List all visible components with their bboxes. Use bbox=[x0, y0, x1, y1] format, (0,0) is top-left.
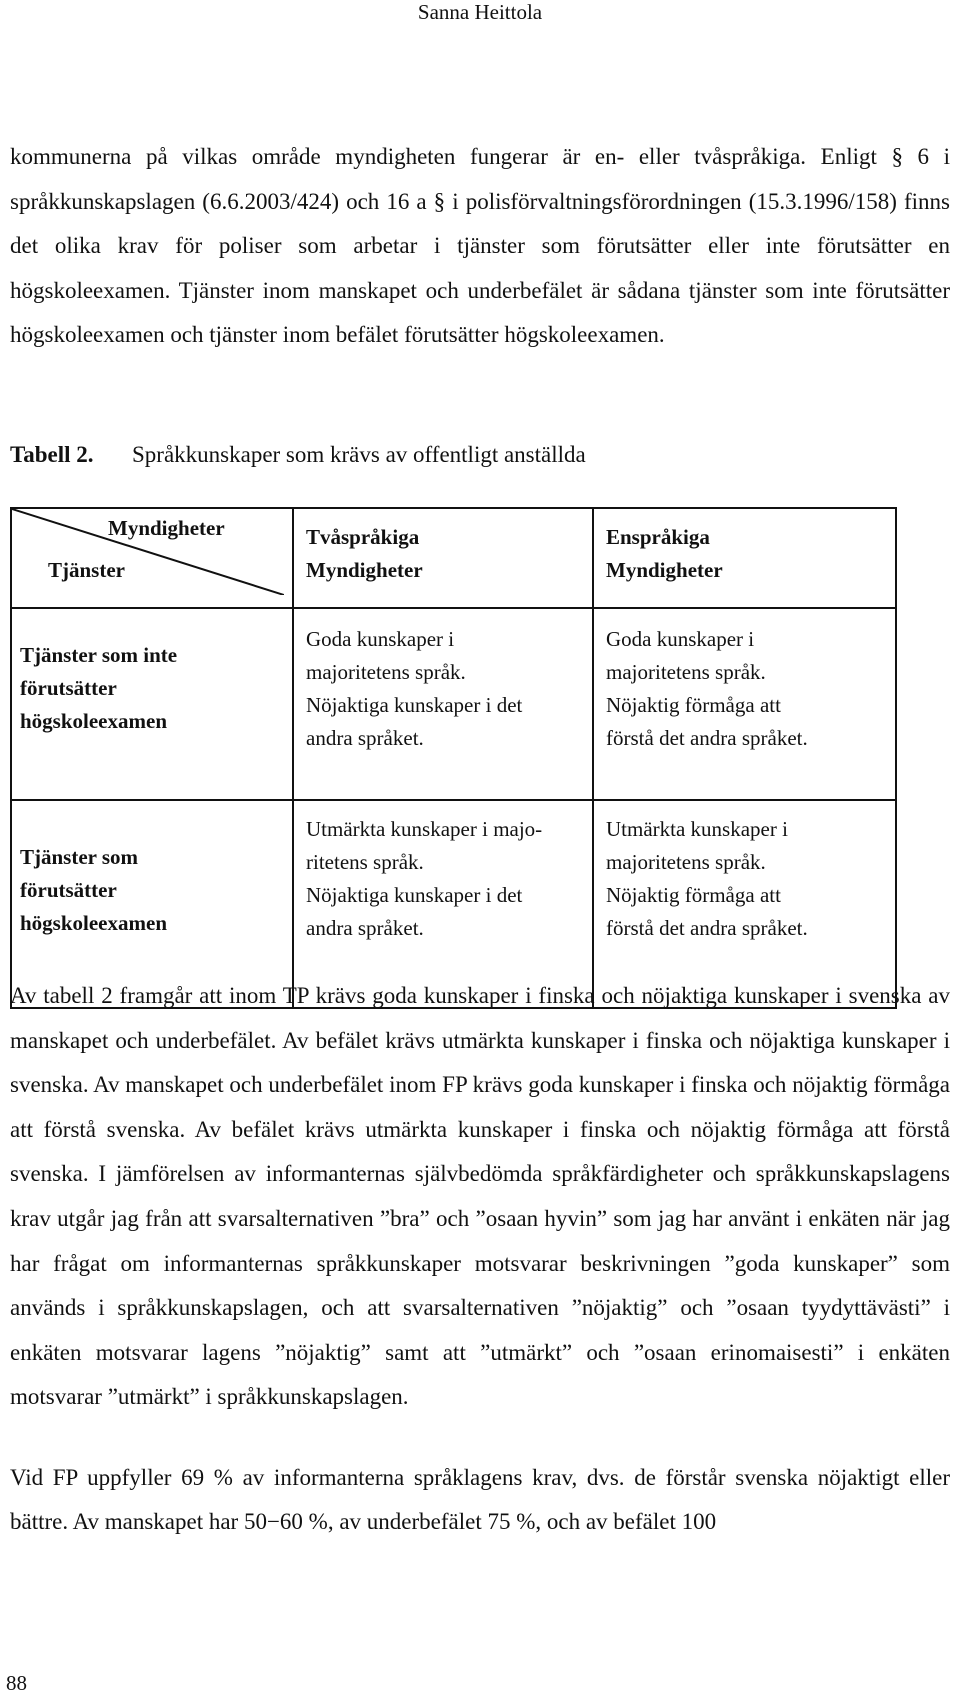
cell-line: högskoleexamen bbox=[20, 709, 167, 733]
cell-line: andra språket. bbox=[306, 726, 424, 750]
cell-line: förutsätter bbox=[20, 676, 117, 700]
paragraph-results: Vid FP uppfyller 69 % av informanterna språklagens krav, dvs. de förstår svenska nöjaktigt eller bättre. Av manskapet har 50−60 %, av underbefälet 75 %, och av befälet 100 bbox=[10, 1465, 950, 1534]
header-ensprakiga bbox=[593, 508, 896, 608]
cell-line: andra språket. bbox=[306, 916, 424, 940]
language-requirements-table bbox=[10, 507, 897, 1009]
cell-line: Goda kunskaper i bbox=[306, 627, 455, 651]
cell-line: majoritetens språk. bbox=[306, 660, 466, 684]
row-label-no-degree bbox=[11, 608, 293, 800]
header-line: Tvåspråkiga bbox=[306, 525, 420, 549]
paragraph-intro: kommunerna på vilkas område myndigheten fungerar är en- eller tvåspråkiga. Enligt § 6 i språkkunskapslagen (6.6.2003/424) och 16 a § i polisförvaltningsförordningen (15.3.1996/158) finns det olika krav för poliser som arbetar i tjänster som förutsätter eller inte förutsätter en högskoleexamen. Tjänster inom manskapet och underbefälet är sådana tjänster som inte förutsätter högskoleexamen och tjänster inom befälet förutsätter högskoleexamen. bbox=[10, 144, 950, 348]
cell-line: Nöjaktig förmåga att bbox=[606, 693, 781, 717]
cell-line: Nöjaktiga kunskaper i det bbox=[306, 883, 523, 907]
cell-line: Nöjaktiga kunskaper i det bbox=[306, 693, 523, 717]
corner-header-cell bbox=[11, 508, 293, 608]
cell-line: Utmärkta kunskaper i majo- bbox=[306, 817, 543, 841]
corner-header-tjanster: Tjänster bbox=[48, 558, 125, 582]
paragraph-analysis: Av tabell 2 framgår att inom TP krävs goda kunskaper i finska och nöjaktiga kunskaper i svenska av manskapet och underbefälet. Av befälet krävs utmärkta kunskaper i finska och nöjaktiga kunskaper i svenska. Av manskapet och underbefälet inom FP krävs goda kunskaper i finska och nöjaktig förmåga att förstå svenska. Av befälet krävs utmärkta kunskaper i finska och nöjaktig förmåga att förstå svenska. I jämförelsen av informanternas självbedömda språkfärdigheter och språkkunskapslagens krav utgår jag från att svarsalternativen ”bra” och ”osaan hyvin” som jag har använt i enkäten när jag har frågat om informanternas språkkunskaper motsvarar beskrivningen ”goda kunskaper” som används i språkkunskapslagen, och att svarsalternativen ”nöjaktig” och ”osaan tyydyttävästi” i enkäten motsvarar lagens ”nöjaktig” samt att ”utmärkt” och ”osaan erinomaisesti” i enkäten motsvarar ”utmärkt” i språkkunskapslagen. bbox=[10, 983, 950, 1410]
cell-bilingual-no-degree bbox=[293, 608, 593, 800]
table-caption-label: Tabell 2. bbox=[10, 442, 94, 467]
cell-line: majoritetens språk. bbox=[606, 660, 766, 684]
cell-line: ritetens språk. bbox=[306, 850, 424, 874]
cell-line: förutsätter bbox=[20, 878, 117, 902]
cell-line: förstå det andra språket. bbox=[606, 916, 808, 940]
table-row bbox=[11, 608, 896, 800]
cell-line: majoritetens språk. bbox=[606, 850, 766, 874]
header-tvasprakiga bbox=[293, 508, 593, 608]
running-header: Sanna Heittola bbox=[417, 0, 543, 24]
cell-line: förstå det andra språket. bbox=[606, 726, 808, 750]
page-number: 88 bbox=[6, 1671, 27, 1695]
cell-line: Tjänster som inte bbox=[20, 643, 178, 667]
table-header-row bbox=[11, 508, 896, 608]
table-caption bbox=[10, 440, 586, 470]
table-caption-text: Språkkunskaper som krävs av offentligt anställda bbox=[132, 442, 586, 467]
cell-line: Nöjaktig förmåga att bbox=[606, 883, 781, 907]
cell-line: Utmärkta kunskaper i bbox=[606, 817, 788, 841]
header-line: Myndigheter bbox=[306, 558, 423, 582]
cell-line: Tjänster som bbox=[20, 845, 139, 869]
header-line: Enspråkiga bbox=[606, 525, 710, 549]
cell-line: Goda kunskaper i bbox=[606, 627, 755, 651]
corner-header-myndigheter: Myndigheter bbox=[108, 516, 225, 540]
cell-monolingual-no-degree bbox=[593, 608, 896, 800]
cell-line: högskoleexamen bbox=[20, 911, 167, 935]
header-line: Myndigheter bbox=[606, 558, 723, 582]
